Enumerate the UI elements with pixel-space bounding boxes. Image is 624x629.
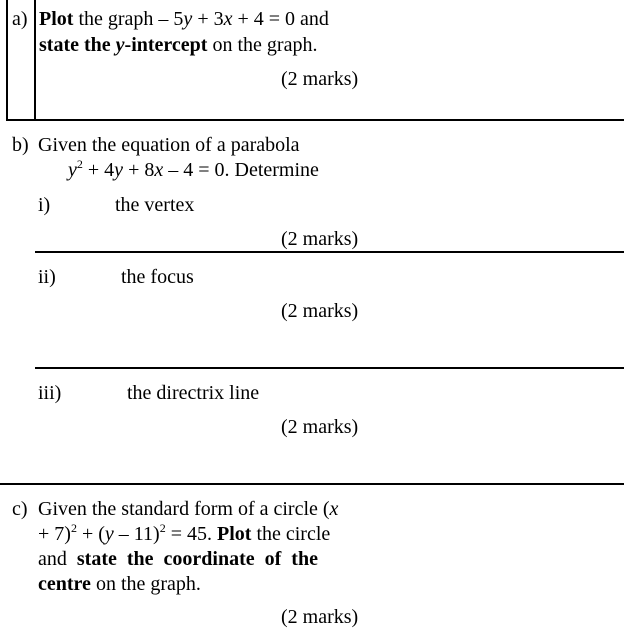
sub-ii-marks: (2 marks) (281, 300, 359, 322)
part-c-line4: centre on the graph. (38, 573, 201, 595)
sub-ii-text: the focus (121, 266, 194, 288)
part-a-left-border (6, 0, 8, 121)
part-a-inner-border (34, 0, 36, 121)
part-b-label: b) (12, 134, 29, 156)
part-a-marks: (2 marks) (281, 68, 359, 90)
sub-ii-rule (35, 367, 624, 369)
part-c-marks: (2 marks) (281, 606, 359, 628)
sub-iii-label: iii) (38, 382, 62, 404)
sub-i-marks: (2 marks) (281, 228, 359, 250)
sub-ii-label: ii) (38, 266, 56, 288)
part-a-bottom-rule (6, 119, 624, 121)
sub-iii-text: the directrix line (127, 382, 260, 404)
part-c-line2: + 7)$^2$ + (y – 11)$^2$ = 45. Plot the circle (38, 521, 331, 545)
sub-i-rule (35, 251, 624, 253)
part-c-line1: Given the standard form of a circle (x (38, 498, 339, 520)
part-c-line3: and state the coordinate of the (38, 548, 318, 570)
part-c-label: c) (12, 498, 28, 520)
part-a-label: a) (12, 8, 28, 30)
part-a-line1: Plot the graph – 5y + 3x + 4 = 0 and (39, 8, 329, 30)
part-a-line2: state the y-intercept on the graph. (39, 34, 318, 56)
plot-word: Plot (39, 8, 74, 30)
part-b-intro: Given the equation of a parabola (38, 134, 300, 156)
part-b-bottom-rule (0, 483, 624, 485)
sub-i-text: the vertex (115, 194, 195, 216)
part-b-equation: $y^2 + 4y + 8x - 4 = 0$. Determine (68, 157, 319, 181)
sub-iii-marks: (2 marks) (281, 416, 359, 438)
sub-i-label: i) (38, 194, 51, 216)
